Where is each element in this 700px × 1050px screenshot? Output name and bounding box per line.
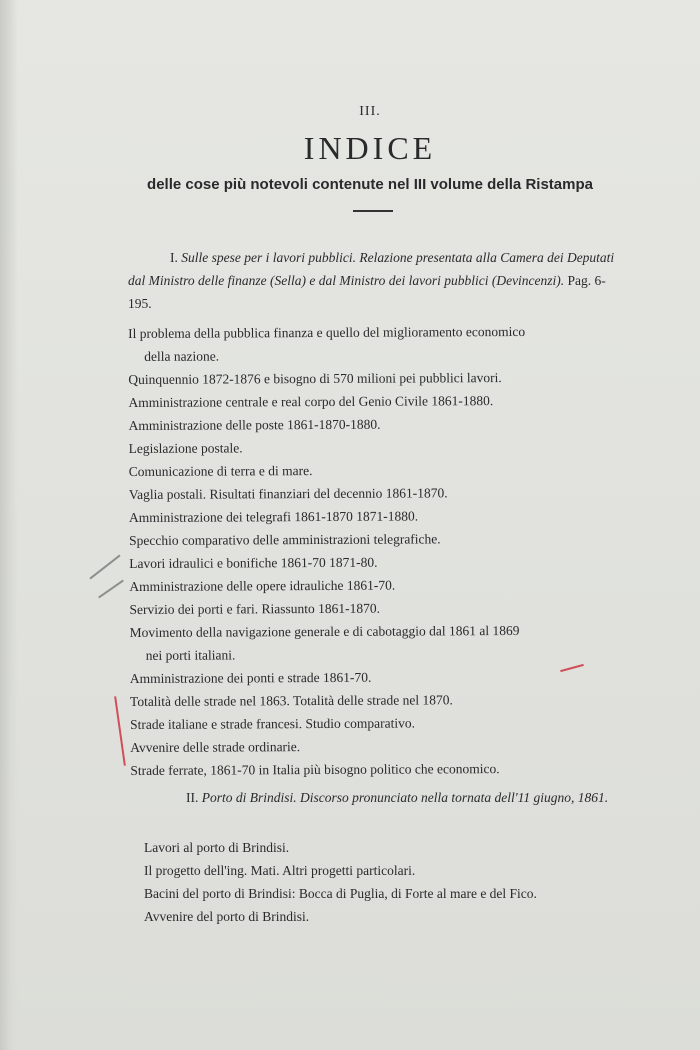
list-item: nei porti italiani. [145, 647, 236, 663]
list-item: Movimento della navigazione generale e di cabotaggio dal 1861 al 1869 [129, 622, 520, 640]
title-divider [353, 210, 393, 212]
list-item: Amministrazione dei telegrafi 1861-1870 1871-1880. [128, 508, 419, 525]
section-2-title: Porto di Brindisi. Discorso pronunciato nella tornata dell'11 giugno, 1861. [201, 790, 609, 805]
section-2-heading [144, 786, 614, 809]
volume-number: III. [359, 104, 381, 119]
list-item: Amministrazione centrale e real corpo del Genio Civile 1861-1880. [128, 393, 494, 410]
list-item: Strade italiane e strade francesi. Studio comparativo. [130, 715, 416, 732]
section-1-title: Sulle spese per i lavori pubblici. Relazione presentata alla Camera dei Deputati dal Ministro delle finanze (Sella) e dal Ministro dei lavori pubblici (Devincenzi). [128, 250, 615, 288]
section-2-numeral: II. [186, 790, 199, 805]
section-1-heading [128, 246, 618, 315]
list-item: Avvenire delle strade ordinarie. [130, 739, 301, 755]
list-item: Lavori al porto di Brindisi. [144, 840, 290, 855]
section-1-numeral: I. [170, 250, 178, 265]
page-title: INDICE [303, 130, 437, 166]
list-item: Amministrazione dei ponti e strade 1861-70. [129, 669, 372, 686]
list-item: Comunicazione di terra e di mare. [128, 463, 313, 479]
list-item: Il progetto dell'ing. Mati. Altri progetti particolari. [144, 863, 416, 878]
list-item: Quinquennio 1872-1876 e bisogno di 570 milioni pei pubblici lavori. [128, 370, 502, 387]
list-item: Avvenire del porto di Brindisi. [144, 909, 310, 924]
section-1-list [128, 319, 620, 782]
list-item: Vaglia postali. Risultati finanziari del decennio 1861-1870. [128, 485, 448, 502]
pencil-mark [89, 555, 120, 580]
section-2-list [144, 836, 634, 928]
red-margin-line [114, 696, 126, 766]
list-item: Il problema della pubblica finanza e quello del miglioramento economico [128, 323, 526, 341]
list-item: Specchio comparativo delle amministrazioni telegrafiche. [129, 531, 441, 548]
list-item: Amministrazione delle opere idrauliche 1861-70. [129, 577, 396, 594]
list-item: Amministrazione delle poste 1861-1870-1880. [128, 416, 381, 433]
list-item: Legislazione postale. [128, 440, 243, 456]
list-item: Lavori idraulici e bonifiche 1861-70 1871-80. [129, 554, 378, 571]
pencil-mark [98, 580, 124, 599]
list-item: Servizio dei porti e fari. Riassunto 1861-1870. [129, 600, 381, 617]
section-1-page-ref: Pag. 6-195. [128, 273, 606, 311]
list-item: Bacini del porto di Brindisi: Bocca di Puglia, di Forte al mare e del Fico. [144, 886, 537, 901]
list-item: Strade ferrate, 1861-70 in Italia più bisogno politico che economico. [130, 761, 500, 778]
list-item: Totalità delle strade nel 1863. Totalità delle strade nel 1870. [129, 692, 453, 709]
list-item: della nazione. [144, 348, 220, 364]
page-subtitle: delle cose più notevoli contenute nel III volume della Ristampa [147, 176, 593, 193]
